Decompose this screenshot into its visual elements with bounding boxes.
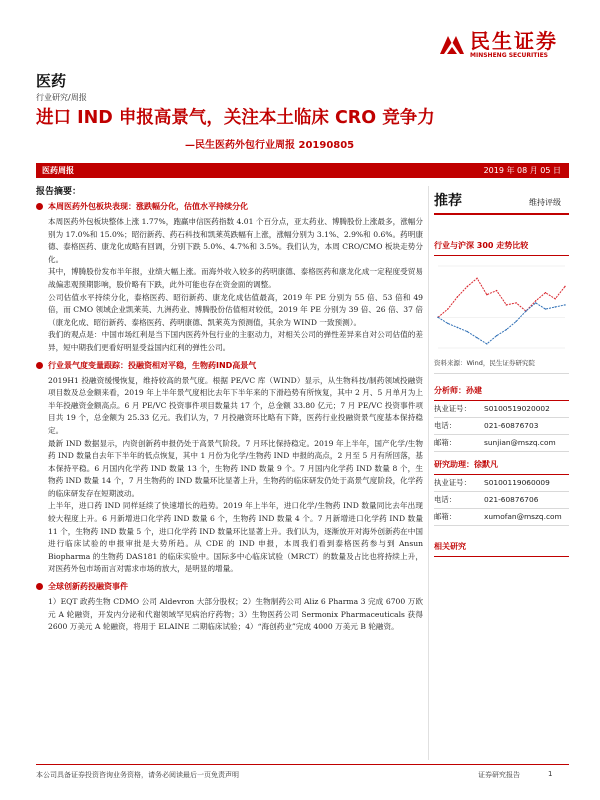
page-number: 1 bbox=[548, 770, 553, 778]
point-0-10 bbox=[535, 300, 536, 301]
point-0-11 bbox=[545, 292, 546, 293]
point-0-4 bbox=[476, 278, 477, 279]
section-global-financing bbox=[36, 581, 423, 592]
summary-heading: 报告摘要： bbox=[36, 187, 82, 197]
report-title: 进口 IND 申报高景气，关注本土临床 CRO 竞争力 bbox=[36, 108, 435, 128]
paragraph: 其中，博腾股份发布半年报，业绩大幅上涨。而海外收入较多的药明康德、泰格医药和康龙化成一定程度受贸易战偏悲观预期影响，股价略有下跌，此外可能也存在资金面的调整。 bbox=[48, 267, 423, 289]
logo-cn: 民生证券 bbox=[470, 29, 558, 53]
analyst-email[interactable]: 邮箱： sunjian@mszq.com bbox=[434, 435, 569, 452]
point-0-6 bbox=[496, 290, 497, 291]
section-body bbox=[36, 216, 423, 355]
paragraph: 2019H1 投融资缓慢恢复，维持较高的景气度。根据 PE/VC 库（WIND）显示，从生物科技/制药领域投融资项目数及总金额来看，2019 年上半年景气度相比去年下半年来的下滑趋势有所恢复，其中 2 月、5 月单月为上半年投融资金额高点。6 月 PE/VC 投资事件项目数量共 17 个，总金额 33.80 亿元；7 月 PE/VC 投资事件项目共 19 个，总金额为 25.33 亿元。我们认为，7 月投融资环比略有下降，医药行业投融资景气度基本保持稳定。 bbox=[48, 375, 423, 435]
trend-chart bbox=[434, 260, 569, 356]
paragraph: 我们的观点是：中国市场红利是当下国内医药外包行业的主驱动力，对相关公司的弹性差异来自对公司估值的差异，短中期我们更看好明显受益国内红利的弹性公司。 bbox=[48, 330, 423, 352]
bullet-icon bbox=[36, 362, 43, 369]
assistant-label: 研究助理：徐默凡 bbox=[434, 456, 569, 475]
report-subtitle: —民生医药外包行业周报 20190805 bbox=[185, 140, 355, 151]
assistant-phone: 电话： 021-60876706 bbox=[434, 492, 569, 509]
point-1-12 bbox=[555, 306, 556, 307]
rating-value: 维持评级 bbox=[529, 198, 561, 207]
company-logo bbox=[438, 30, 558, 60]
footer-rule bbox=[36, 764, 569, 765]
minsheng-logo-icon bbox=[438, 32, 466, 58]
point-0-7 bbox=[506, 304, 507, 305]
point-0-12 bbox=[555, 298, 556, 299]
section-title: 本周医药外包板块表现：涨跌幅分化，估值水平持续分化 bbox=[48, 202, 248, 211]
section-title: 行业景气度变量跟踪：投融资相对平稳，生物药IND高景气 bbox=[48, 360, 257, 370]
footer-report-type: 证券研究报告 bbox=[478, 771, 520, 779]
point-0-5 bbox=[486, 294, 487, 295]
section-market-performance bbox=[36, 201, 423, 212]
point-1-5 bbox=[486, 343, 487, 344]
rating-title: 推荐 bbox=[434, 193, 462, 209]
summary-column bbox=[36, 184, 423, 634]
point-0-8 bbox=[515, 302, 516, 303]
point-1-4 bbox=[476, 337, 477, 338]
point-1-10 bbox=[535, 302, 536, 303]
category-label: 行业研究/周报 bbox=[36, 93, 87, 102]
sector-label: 医药 bbox=[36, 72, 67, 90]
point-1-8 bbox=[515, 321, 516, 322]
paragraph: 本周医药外包板块整体上涨 1.77%，跑赢申信医药指数 4.01 个百分点，亚太药业、博腾股份上涨最多，涨幅分别为 17.0%和 15.0%；昭衍新药、药石科技和凯莱英跌幅有上涨，涨幅分别为 3.1%、2.9%和 0.6%。药明康德、泰格医药、康龙化成略有回调，分别下跌 5.0%、4.7%和 3.5%。我们认为，本周 CRO/CMO 板块走势分化。 bbox=[48, 217, 423, 264]
analyst-license: 执业证号： S0100519020002 bbox=[434, 401, 569, 418]
assistant-license: 执业证号： S0100119060009 bbox=[434, 475, 569, 492]
point-1-3 bbox=[467, 331, 468, 332]
point-0-1 bbox=[447, 308, 448, 309]
point-1-13 bbox=[564, 304, 565, 305]
bullet-icon bbox=[36, 583, 43, 590]
section-industry-tracking bbox=[36, 360, 423, 371]
series-line-0 bbox=[438, 278, 565, 317]
analyst-label: 分析师：孙建 bbox=[434, 382, 569, 401]
section-title: 全球创新药投融资事件 bbox=[48, 582, 128, 592]
point-0-2 bbox=[457, 296, 458, 297]
paragraph: 上半年，进口药 IND 同样延续了快速增长的趋势。2019 年上半年，进口化学/生物药 IND 数量同比去年出现较大程度上升。6 月新增进口化学药 IND 数量 6 个，生物药 IND 数量 4 个。7 月新增进口化学药 IND 数量 11 个，生物药 IND 数量 5 个，进口化学药 IND 数量环比显著上升。我们认为，逐渐放开对海外创新药在中国进行临床试验的申报审批是大势所趋。从 CDE 的 IND 申报，本周我们看到泰格医药参与到 Ansun Biopharma 的生物药 DAS181 的临床实验中。国际多中心临床试验（MRCT）的数量及占比也将持续上升，对医药外包市场而言对需求市场的放大，是明显的增量。 bbox=[48, 501, 423, 574]
footer-disclaimer: 本公司具备证券投资咨询业务资格，请务必阅读最后一页免责声明 bbox=[36, 771, 239, 779]
sidebar bbox=[434, 190, 569, 557]
point-1-1 bbox=[447, 323, 448, 324]
chart-title: 行业与沪深 300 走势比较 bbox=[434, 237, 569, 256]
analyst-phone: 电话： 021-60876703 bbox=[434, 418, 569, 435]
assistant-email[interactable]: 邮箱： xumofan@mszq.com bbox=[434, 509, 569, 526]
point-1-0 bbox=[437, 317, 438, 318]
header-bar bbox=[36, 163, 569, 178]
paragraph: 公司估值水平持续分化，泰格医药、昭衍新药、康龙化成估值最高，2019 年 PE 分别为 55 倍、53 倍和 49 倍，而 CMO 领域企业凯莱英、九洲药业、博腾股份估值相对较低，2019 年 PE 分别为 39 倍、26 倍、37 倍（康龙化成、昭衍新药、泰格医药、药明康德、凯莱英为预测值，其余为 WIND 一致预测）。 bbox=[48, 292, 423, 327]
logo-en: MINSHENG SECURITIES bbox=[470, 52, 548, 59]
point-1-2 bbox=[457, 327, 458, 328]
point-1-7 bbox=[506, 329, 507, 330]
paragraph: 最新 IND 数据显示，内资创新药申报仍处于高景气阶段。7 月环比保持稳定。2019 年上半年，国产化学/生物药 IND 数量自去年下半年的低点恢复，其中 1 月份为化学/生物药 IND 申报的高点，2 月至 5 月有所回落，基本保持平稳。6 月国内化学药 IND 数量 13 个，生物药 IND 数量 9 个。7 月国内化学药 IND 数量 8 个，生物药 IND 数量 14 个，7 月生物药的 IND 数量环比显著上升，生物药的临床研发仍处于高景气度阶段，化学药的临床研发存在短期波动。 bbox=[48, 438, 423, 498]
bullet-icon bbox=[36, 203, 43, 210]
point-1-9 bbox=[525, 310, 526, 311]
point-0-3 bbox=[467, 286, 468, 287]
section-body bbox=[36, 596, 423, 634]
chart-source: 资料来源：Wind，民生证券研究院 bbox=[434, 358, 569, 374]
report-date: 2019 年 08 月 05 日 bbox=[483, 166, 561, 175]
point-0-13 bbox=[564, 286, 565, 287]
header-bar-label: 医药周报 bbox=[42, 166, 74, 175]
paragraph: 1）EQT 政药生物 CDMO 公司 Aldevron 大部分股权；2）生物制药公司 Aliz 6 Pharma 3 完成 6700 万欧元 A 轮融资，开发内分泌和代谢领域罕见病治疗药物；3）生物医药公司 Sermonix Pharmaceuticals 获得 2600 万美元 A 轮融资，将用于 ELAINE 二期临床试验；4）“海创药业”完成 4000 万美元 B 轮融资。 bbox=[48, 597, 423, 632]
section-body bbox=[36, 375, 423, 577]
point-1-11 bbox=[545, 308, 546, 309]
rating-row bbox=[434, 190, 569, 215]
point-1-6 bbox=[496, 335, 497, 336]
column-divider bbox=[428, 186, 429, 760]
related-research-label: 相关研究 bbox=[434, 538, 569, 557]
